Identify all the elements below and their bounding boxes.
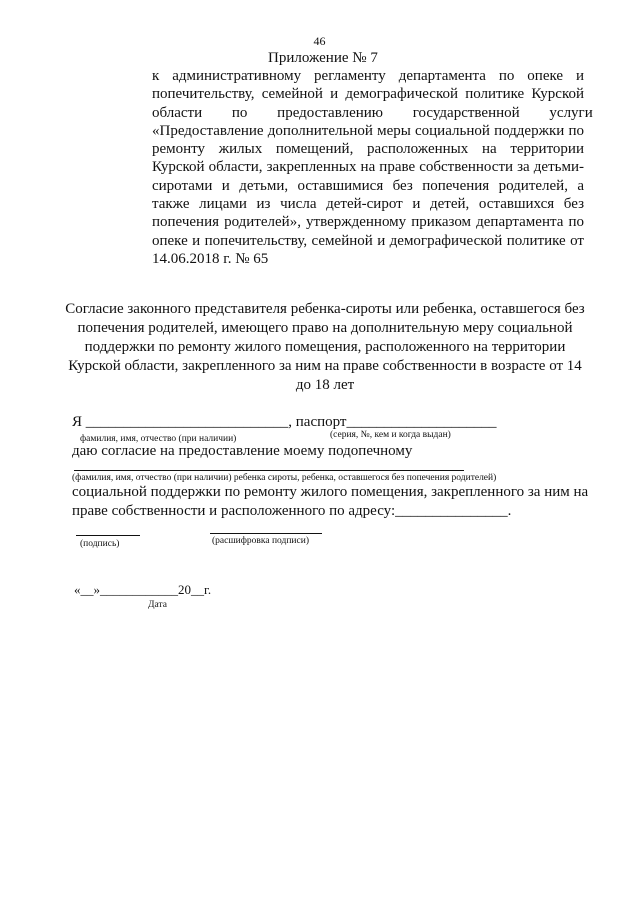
appendix-line: попечительству, семейной и демографической политике Курской	[152, 86, 584, 103]
fio-hint: фамилия, имя, отчество (при наличии)	[80, 434, 237, 444]
consent-title-line: поддержки по ремонту жилого помещения, расположенного на территории	[84, 339, 566, 355]
consent-line: даю согласие на предоставление моему подопечному	[72, 443, 413, 459]
appendix-line: 14.06.2018 г. № 65	[152, 250, 269, 267]
appendix-line: Курской области, закрепленных на праве собственности за детьми-	[152, 159, 584, 176]
signature-hint: (подпись)	[80, 539, 120, 549]
appendix-line: ремонту жилых помещений, расположенных на территории	[152, 141, 584, 158]
page-number: 46	[313, 34, 326, 48]
date-hint: Дата	[148, 600, 167, 610]
consent-title	[64, 300, 586, 395]
passport-hint: (серия, №, кем и когда выдан)	[330, 430, 451, 440]
appendix-line: сиротами и детьми, оставшимися без попечения родителей, а	[152, 177, 584, 194]
date-line: «__»____________20__г.	[74, 582, 212, 597]
appendix-text	[152, 67, 593, 268]
appendix-line: области по предоставлению государственной услуги	[152, 104, 593, 121]
ward-name-rule	[74, 470, 464, 471]
appendix-title: Приложение № 7	[268, 50, 378, 66]
appendix-line: опеке и попечительству, семейной и демографической политике от	[152, 232, 584, 249]
ward-hint: (фамилия, имя, отчество (при наличии) ребенка сироты, ребенка, оставшегося без попечения родителей)	[72, 473, 497, 483]
applicant-name-passport-line: Я ___________________________, паспорт____________________	[72, 414, 497, 430]
appendix-line: к административному регламенту департамента по опеке и	[152, 68, 584, 84]
appendix-line: «Предоставление дополнительной меры социальной поддержки по	[152, 122, 584, 139]
signature-decoding-rule	[210, 533, 322, 534]
signature-rule	[76, 535, 140, 536]
signature-decoding-hint: (расшифровка подписи)	[212, 536, 309, 546]
support-line-2: праве собственности и расположенного по адресу:_______________.	[72, 503, 512, 519]
consent-title-line: Согласие законного представителя ребенка-сироты или ребенка, оставшегося без	[65, 301, 585, 317]
appendix-line: попечения родителей», утвержденному приказом департамента по	[152, 214, 584, 231]
consent-title-line: до 18 лет	[295, 377, 355, 393]
consent-title-line: Курской области, закрепленного за ним на праве собственности в возрасте от 14	[68, 358, 582, 374]
support-line-1: социальной поддержки по ремонту жилого помещения, закрепленного за ним на	[72, 484, 589, 500]
consent-title-line: попечения родителей, имеющего право на дополнительную меру социальной	[77, 320, 573, 336]
appendix-line: также лицами из числа детей-сирот и детей, оставшихся без	[152, 196, 584, 213]
